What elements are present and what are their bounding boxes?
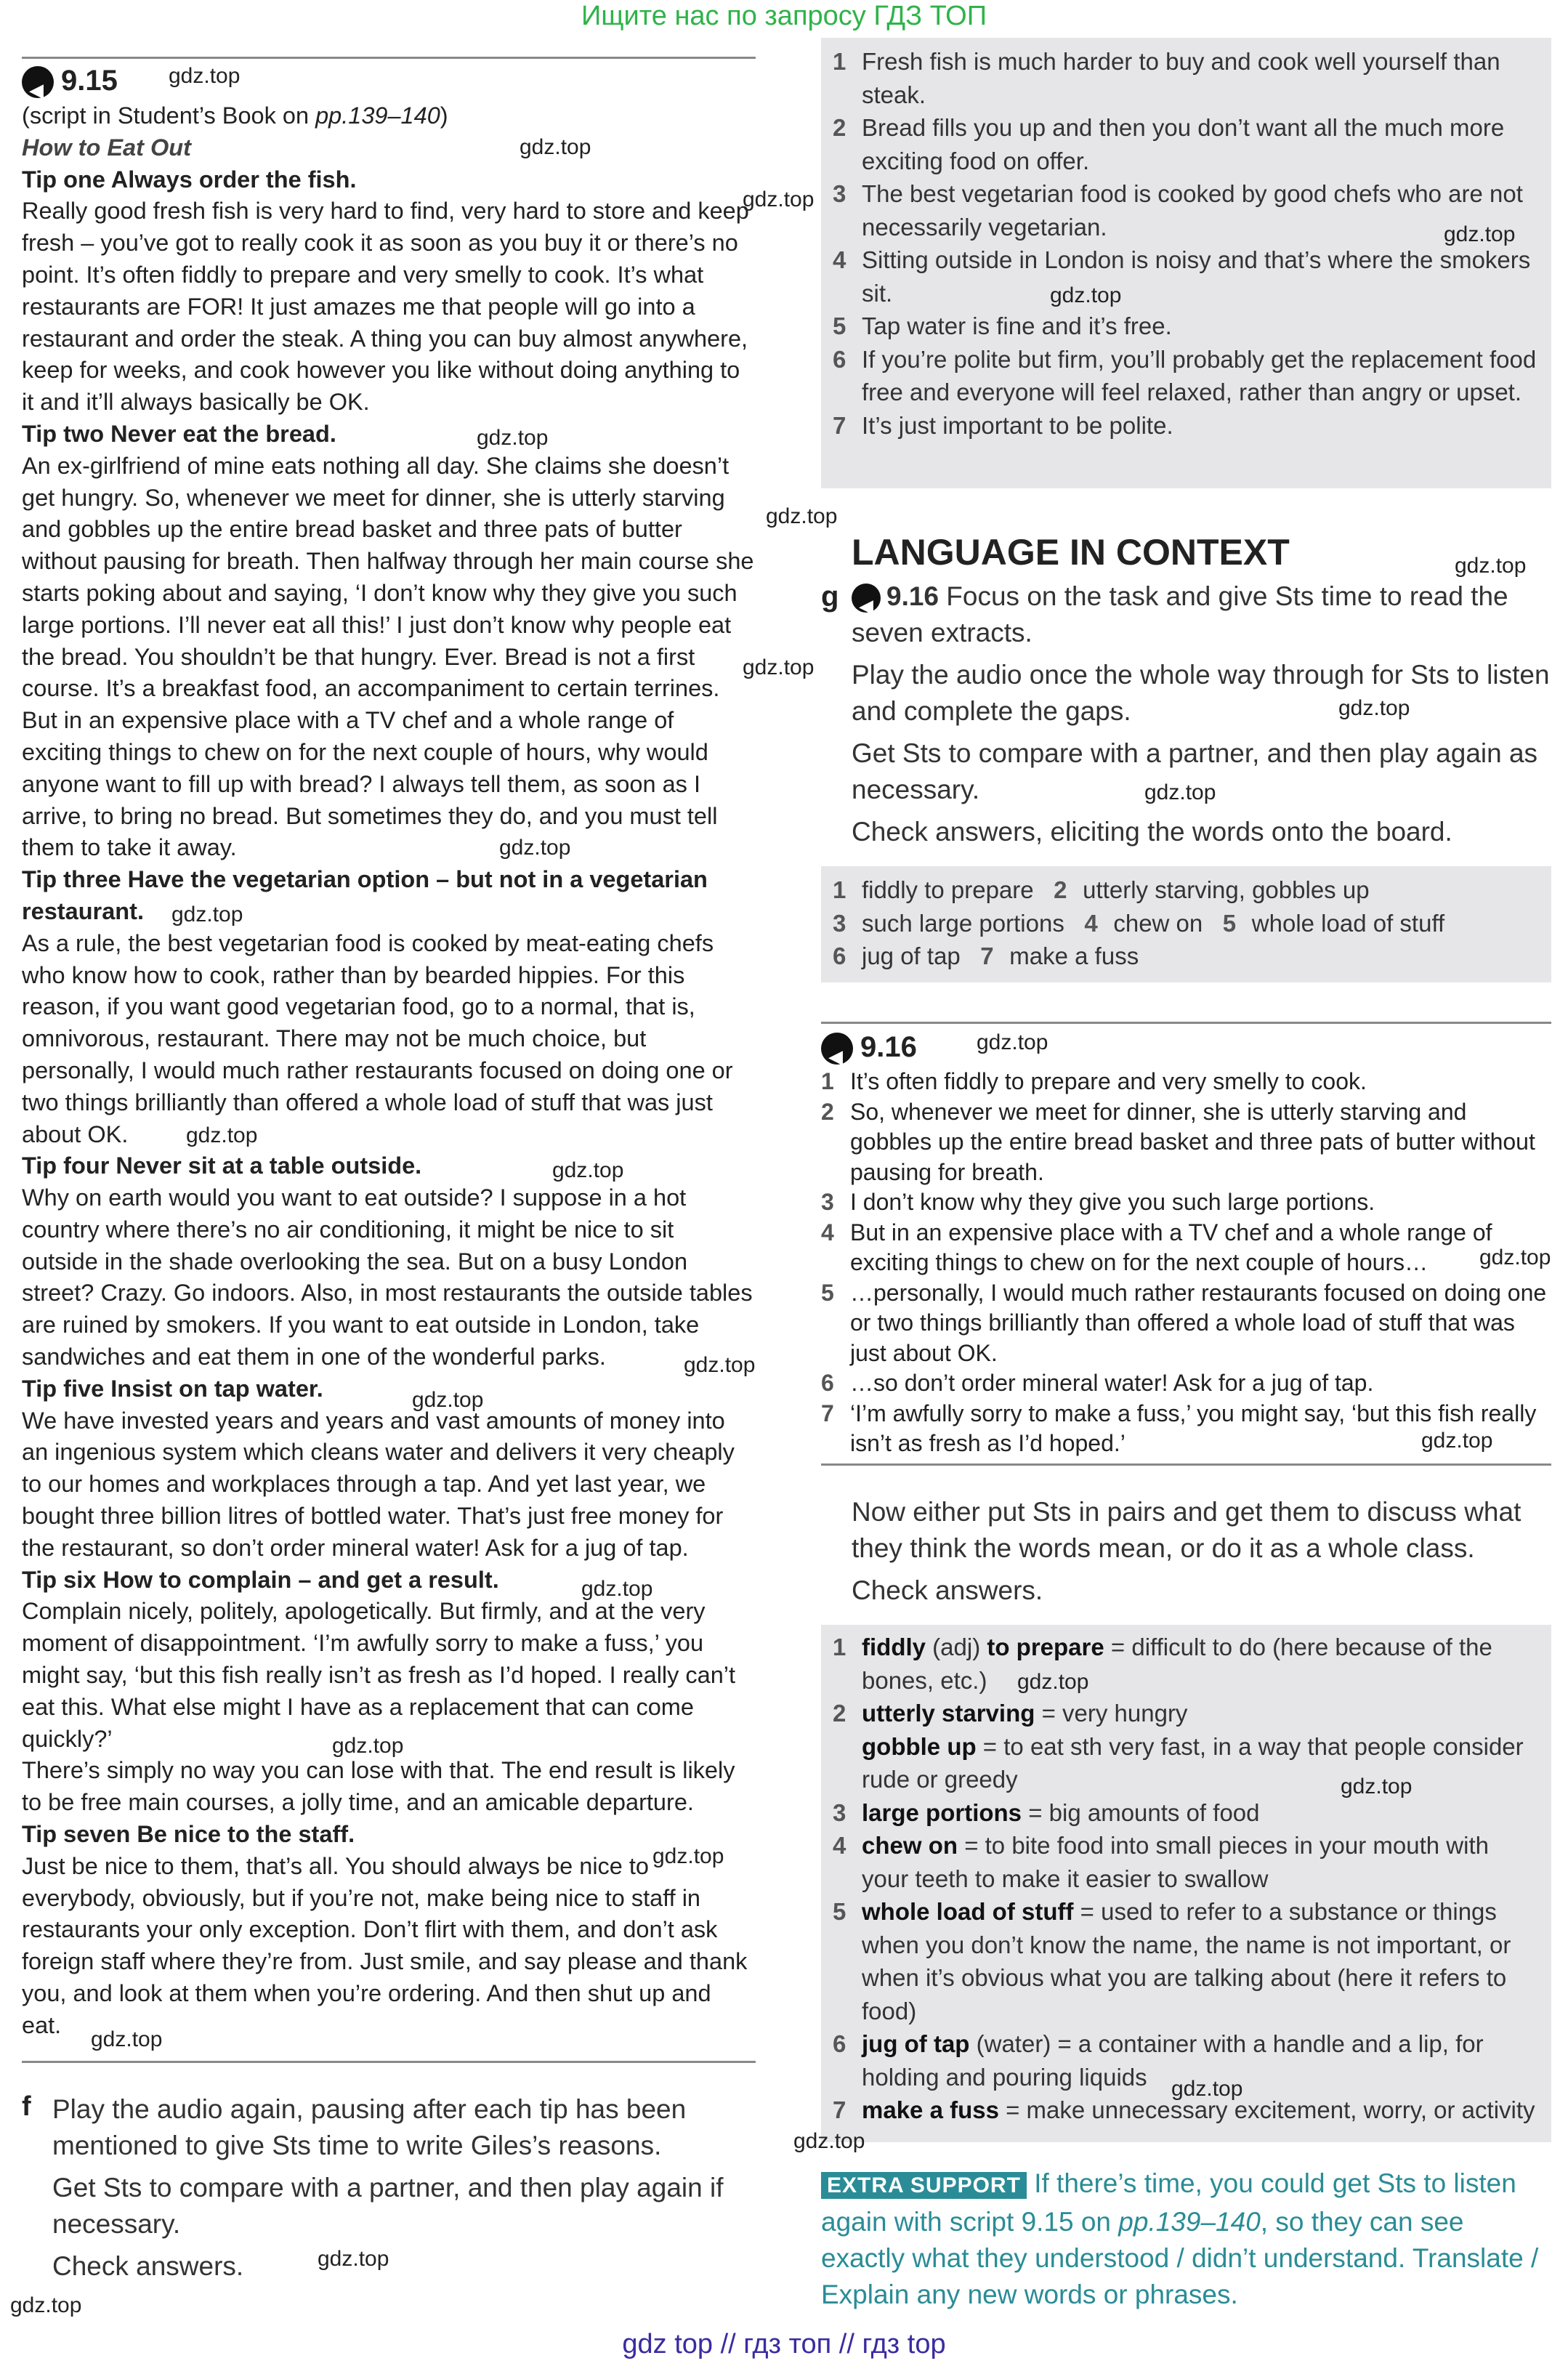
track-heading-915: ◀9.15 [22,61,756,100]
watermark: gdz.top [186,1123,258,1147]
tip-heading: Tip seven Be nice to the staff. [22,1821,355,1848]
tip-heading: Tip two Never eat the bread. [22,420,336,447]
watermark: gdz.top [1338,696,1410,720]
tip-body: Complain nicely, politely, apologetically. But firmly, and at the very moment of disappointment. ‘I’m awfully sorry to make a fuss,’ you might say, ‘but this fish really isn’t as fresh as I’d hoped. I really can’t eat this. What else might I have as a replacement that can come quickly?’ [22,1598,736,1752]
answer-item: 6 If you’re polite but firm, you’ll probably get the replacement food free and everyone will feel relaxed, rather than angry or upset. [833,345,1537,405]
script-line: 6 …so don’t order mineral water! Ask for a jug of tap. [821,1370,1374,1396]
tip-body: Really good fresh fish is very hard to find, very hard to store and keep fresh – you’ve got to really cook it as soon as you buy it or there’s no point. It’s often fiddly to prepare and very smelly to cook. It’s what restaurants are FOR! It just amazes me that people will go into a restaurant and order the steak. A thing you can buy almost anywhere, keep for weeks, and cook however you like without doing anything to it and it’ll always basically be OK. [22,198,749,416]
watermark: gdz.top [332,1734,404,1758]
instruction-para: Focus on the task and give Sts time to read the seven extracts. [852,581,1508,647]
watermark: gdz.top [499,836,571,860]
watermark: gdz.top [1455,554,1527,578]
script-915 [22,164,756,2042]
watermark: gdz.top [1479,1245,1551,1269]
section-g [821,578,1551,856]
script-line: 5 …personally, I would much rather restaurants focused on doing one or two things brilliantly than offered a whole load of stuff that was just about OK. [821,1279,1547,1366]
watermark: gdz.top [1017,1670,1089,1694]
track-label: 9.16 [886,581,939,611]
answer-line: 1 fiddly to prepare 2 utterly starving, gobbles up [833,876,1370,903]
extra-support-label: EXTRA SUPPORT [821,2172,1027,2199]
script-title: How to Eat Out [22,134,191,161]
extra-text: If there’s time, you could get Sts to listen again with script 9.15 on [821,2168,1516,2237]
now-instructions [852,1494,1549,1615]
speaker-icon[interactable] [22,66,54,98]
tip-body: Just be nice to them, that’s all. You should always be nice to everybody, obviously, but if you’re not, make being nice to staff in restaurants your only exception. Don’t flirt with them, and don’t ask foreign staff where they’re from. Just smile, and say please and thank you, and look at them when you’re ordering. And then shut up and eat. [22,1852,748,2038]
tip-body: Why on earth would you want to eat outside? I suppose in a hot country where there’s no air conditioning, it might be nice to sit outside in the shade overlooking the sea. But on a busy London street? Crazy. Go indoors. Also, in most restaurants the outside tables are ruined by smokers. If you want to eat outside in London, take sandwiches and eat them in one of the wonderful parks. [22,1184,753,1370]
tip-heading: Tip five Insist on tap water. [22,1375,323,1402]
instructions-g [852,578,1551,850]
watermark: gdz.top [552,1158,624,1182]
script-line: 3 I don’t know why they give you such large portions. [821,1189,1375,1215]
track916-bottom-rule [821,1463,1551,1466]
top-rule-left [22,57,756,59]
watermark: gdz.top [10,2293,82,2317]
instruction-para: Play the audio once the whole way through for Sts to listen and complete the gaps. [852,660,1550,726]
speaker-icon[interactable] [821,1033,853,1065]
watermark: gdz.top [1144,780,1216,804]
glossary-item: 7 make a fuss = make unnecessary excitement, worry, or activity [833,2096,1535,2123]
tip-body: There’s simply no way you can lose with that. The end result is likely to be free main courses, a jolly time, and an amicable departure. [22,1757,735,1816]
script-line: 2 So, whenever we meet for dinner, she is utterly starving and gobbles up the entire bread basket and three pats of butter without pausing for breath. [821,1098,1535,1185]
tip-heading: Tip six How to complain – and get a result. [22,1566,499,1593]
watermark: gdz.top [91,2027,163,2051]
watermark: gdz.top [169,64,241,88]
watermark: gdz.top [477,426,549,450]
answer-line: 6 jug of tap 7 make a fuss [833,942,1139,969]
script-916 [821,1027,1551,1459]
watermark: gdz.top [1341,1774,1413,1798]
instruction-para: Check answers, eliciting the words onto the board. [852,817,1452,847]
watermark: gdz.top [1444,222,1516,246]
instruction-para: Check answers. [52,2251,244,2281]
track916-top-rule [821,1022,1551,1024]
instruction-para: Check answers. [852,1575,1043,1605]
instruction-para: Play the audio again, pausing after each tip has been mentioned to give Sts time to write Giles’s reasons. [52,2094,687,2160]
watermark: gdz.top [318,2247,389,2271]
language-in-context-heading: LANGUAGE IN CONTEXT [852,532,1290,573]
watermark: gdz.top [684,1353,756,1377]
tip-body: An ex-girlfriend of mine eats nothing all day. She claims she doesn’t get hungry. So, whenever we meet for dinner, she is utterly starving and gobbles up the entire bread basket and three pats of butter without pausing for breath. Then halfway through her main course she starts poking about and saying, ‘I don’t know why they give you such large portions. I’ll never eat all this!’ I just don’t know why people eat the bread. You shouldn’t be that hungry. Ever. Bread is not a first course. It’s a breakfast food, an accompaniment to certain terrines. But in an expensive place with a TV chef and a whole range of exciting things to chew on for the next couple of hours, why would anyone want to fill up with bread? I always tell them, as soon as I arrive, to bring no bread. But sometimes they do, and you must tell them to take it away. [22,452,754,861]
tip-heading: Tip four Never sit at a table outside. [22,1152,422,1179]
answer-item: 4 Sitting outside in London is noisy and that’s where the smokers sit. [833,246,1531,307]
extra-support [821,2165,1551,2313]
glossary-item: 1 fiddly (adj) to prepare = difficult to do (here because of the bones, etc.) [833,1634,1492,1694]
tip-heading: Tip three Have the vegetarian option – but not in a vegetarian restaurant. [22,866,708,924]
answer-line: 3 such large portions 4 chew on 5 whole load of stuff [833,909,1445,937]
speaker-icon[interactable] [852,584,881,613]
extra-pages: pp.139–140 [1118,2207,1261,2237]
watermark: gdz.top [412,1388,484,1412]
answer-item: 7 It’s just important to be polite. [833,411,1173,439]
watermark: gdz.top [520,135,591,159]
watermark: gdz.top [1421,1429,1493,1453]
answer-item: 5 Tap water is fine and it’s free. [833,312,1172,339]
glossary-item: 6 jug of tap (water) = a container with a handle and a lip, for holding and pouring liquids [833,2030,1484,2091]
answer-item: 2 Bread fills you up and then you don’t want all the much more exciting food on offer. [833,114,1505,174]
script-line: 7 ‘I’m awfully sorry to make a fuss,’ you might say, ‘but this fish really isn’t as fresh as I’d hoped.’ [821,1400,1537,1456]
watermark: gdz.top [171,903,243,926]
glossary-item: 2 utterly starving = very hungry gobble up = to eat sth very fast, in a way that people consider rude or greedy [833,1700,1524,1793]
glossary-item: 5 whole load of stuff = used to refer to a substance or things when you don’t know the name, the name is not important, or when it’s obvious what you are talking about (here it refers to food) [833,1898,1511,2024]
glossary-item: 4 chew on = to bite food into small pieces in your mouth with your teeth to make it easier to swallow [833,1832,1489,1892]
answers-g-box [821,866,1551,982]
glossary-item: 3 large portions = big amounts of food [833,1798,1260,1826]
watermark: gdz.top [766,504,838,528]
watermark: gdz.top [652,1844,724,1868]
watermark: gdz.top [743,187,815,211]
tip-body: As a rule, the best vegetarian food is cooked by meat-eating chefs who know how to cook, rather than by bearded hippies. For this reason, if you want good vegetarian food, go to a normal, that is, omnivorous, restaurant. There may not be much choice, but personally, I would much rather restaurants focused on doing one or two things brilliantly than offered a whole load of stuff that was just about OK. [22,929,733,1147]
script-line: 1 It’s often fiddly to prepare and very smelly to cook. [821,1068,1367,1094]
top-banner: Ищите нас по запросу ГДЗ ТОП [581,1,987,31]
extra-text: , so they can see exactly what they understood / didn’t understand. Translate / Explain any new words or phrases. [821,2207,1539,2309]
watermark: gdz.top [793,2129,865,2153]
instruction-para: Get Sts to compare with a partner, and then play again if necessary. [52,2173,724,2239]
script-reference: (script in Student’s Book on pp.139–140) [22,102,448,129]
letter-f: f [22,2091,31,2122]
script-line: 4 But in an expensive place with a TV chef and a whole range of exciting things to chew on for the next couple of hours… [821,1219,1492,1275]
glossary-box [821,1625,1551,2142]
script-916-lines [821,1067,1551,1459]
watermark: gdz.top [977,1030,1048,1054]
watermark: gdz.top [1050,283,1122,307]
script-end-rule [22,2061,756,2063]
instructions-f [52,2091,756,2285]
track-heading-916: ◀9.16 [821,1027,1551,1067]
instruction-para: Get Sts to compare with a partner, and then play again as necessary. [852,738,1538,804]
tip-heading: Tip one Always order the fish. [22,166,357,193]
footer-links: gdz top // гдз топ // гдз top [622,2329,946,2359]
answer-item: 1 Fresh fish is much harder to buy and cook well yourself than steak. [833,48,1500,108]
watermark: gdz.top [743,655,815,679]
watermark: gdz.top [1171,2077,1243,2101]
tip-body: We have invested years and years and vast amounts of money into an ingenious system which cleans water and delivers it very cheaply to our homes and workplaces through a tap. And yet last year, we bought three billion litres of bottled water. That’s just free money for the restaurant, so don’t order mineral water! Ask for a jug of tap. [22,1407,735,1561]
answer-item: 3 The best vegetarian food is cooked by good chefs who are not necessarily vegetarian. [833,180,1523,241]
answers-f-box [821,38,1551,488]
instruction-para: Now either put Sts in pairs and get them to discuss what they think the words mean, or do it as a whole class. [852,1497,1521,1563]
watermark: gdz.top [581,1577,653,1601]
letter-g: g [821,581,839,613]
